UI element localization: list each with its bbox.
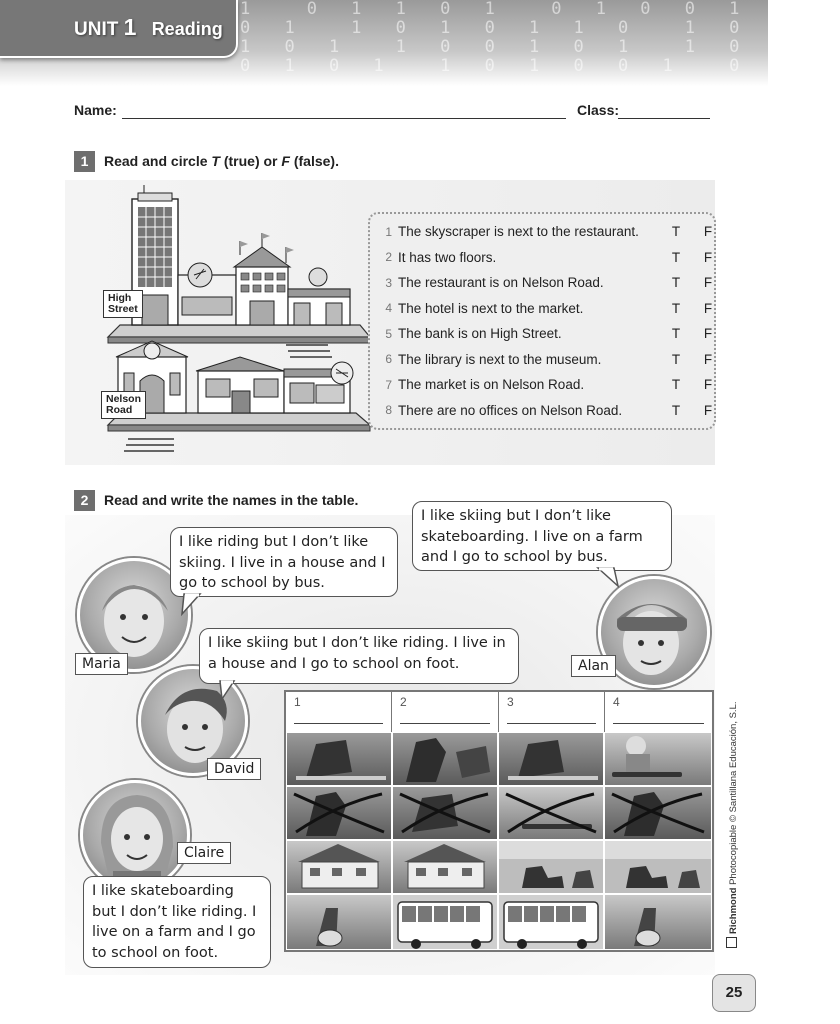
true-option[interactable]: T bbox=[671, 377, 681, 393]
activity-pictures-grid bbox=[286, 732, 712, 950]
statement-text: The restaurant is on Nelson Road. bbox=[398, 275, 604, 291]
horse-crossed-picture bbox=[287, 787, 391, 839]
statement-text: The library is next to the museum. bbox=[398, 351, 602, 367]
true-option[interactable]: T bbox=[671, 402, 681, 418]
answer-line[interactable] bbox=[613, 723, 704, 724]
statement-number: 1 bbox=[385, 224, 392, 239]
column-number: 4 bbox=[613, 695, 620, 709]
farm-picture bbox=[605, 841, 711, 893]
statement-text: The hotel is next to the market. bbox=[398, 300, 584, 316]
answer-line[interactable] bbox=[294, 723, 383, 724]
class-field[interactable] bbox=[618, 118, 710, 119]
statement-number: 6 bbox=[385, 352, 392, 367]
false-option[interactable]: F bbox=[703, 351, 713, 367]
statement-row bbox=[370, 245, 724, 271]
statement-row bbox=[370, 296, 724, 322]
statement-number: 3 bbox=[385, 275, 392, 290]
statement-number: 8 bbox=[385, 403, 392, 418]
claire-speech-bubble: I like skateboarding but I don’t like riding. I live on a farm and I go to school on foot. bbox=[83, 876, 271, 968]
binary-pattern: 1 0 1 1 0 1 0 1 0 0 1 1 0 0 1 1 0 1 0 1 1 0 1 0 1 0 1 0 1 1 0 0 1 0 1 1 0 1 1 0 1 0 1 1 0 1 0 0 1 0 1 0 bbox=[240, 0, 840, 76]
name-tag-alan: Alan bbox=[571, 655, 616, 677]
statement-row bbox=[370, 372, 724, 398]
walking-feet-picture bbox=[605, 895, 711, 949]
farm-picture bbox=[499, 841, 603, 893]
section-title: Reading bbox=[151, 19, 223, 39]
unit-number: 1 bbox=[123, 14, 137, 40]
title-part: Read and circle bbox=[104, 153, 212, 169]
unit-heading bbox=[74, 14, 223, 41]
true-option[interactable]: T bbox=[671, 326, 681, 342]
name-tag-david: David bbox=[207, 758, 261, 780]
class-label: Class: bbox=[577, 102, 620, 118]
column-1-header[interactable] bbox=[286, 692, 392, 732]
publisher-brand: Richmond bbox=[728, 887, 739, 934]
bus-picture bbox=[499, 895, 603, 949]
false-option[interactable]: F bbox=[703, 326, 713, 342]
statement-row bbox=[370, 270, 724, 296]
bus-picture bbox=[393, 895, 497, 949]
true-option[interactable]: T bbox=[671, 300, 681, 316]
sign-text: Road bbox=[106, 404, 133, 416]
true-option[interactable]: T bbox=[671, 351, 681, 367]
title-part: (true) or bbox=[219, 153, 282, 169]
ski-boot-picture bbox=[499, 733, 603, 785]
statement-number: 2 bbox=[385, 250, 392, 265]
column-number: 1 bbox=[294, 695, 301, 709]
column-2-header[interactable] bbox=[392, 692, 499, 732]
name-label: Name: bbox=[74, 102, 117, 118]
true-option[interactable]: T bbox=[671, 224, 681, 240]
false-option[interactable]: F bbox=[703, 402, 713, 418]
sign-high-street bbox=[103, 290, 143, 318]
statement-row bbox=[370, 321, 724, 347]
copyright-text: Photocopiable © Santillana Educación, S.L. bbox=[728, 701, 739, 888]
statement-text: The skyscraper is next to the restaurant. bbox=[398, 224, 639, 240]
photocopiable-notice bbox=[726, 702, 739, 949]
statement-row bbox=[370, 219, 724, 245]
statement-number: 7 bbox=[385, 377, 392, 392]
horse-picture bbox=[393, 733, 497, 785]
title-t: T bbox=[211, 153, 220, 169]
true-option[interactable]: T bbox=[671, 275, 681, 291]
name-tag-maria: Maria bbox=[75, 653, 128, 675]
names-table bbox=[284, 690, 714, 952]
bubble-tail bbox=[216, 681, 238, 701]
title-f: F bbox=[281, 153, 290, 169]
ski-boot-picture bbox=[287, 733, 391, 785]
statement-text: There are no offices on Nelson Road. bbox=[398, 402, 623, 418]
exercise-2-number: 2 bbox=[74, 490, 95, 511]
sign-nelson-road bbox=[101, 391, 146, 419]
statement-number: 5 bbox=[385, 326, 392, 341]
column-number: 3 bbox=[507, 695, 514, 709]
exercise-1-title bbox=[104, 153, 339, 169]
alan-speech-bubble: I like skiing but I don’t like skateboarding. I live on a farm and I go to school by bus. bbox=[412, 501, 672, 571]
statement-row bbox=[370, 398, 724, 424]
title-part: (false). bbox=[289, 153, 339, 169]
false-option[interactable]: F bbox=[703, 377, 713, 393]
maria-speech-bubble: I like riding but I don’t like skiing. I live in a house and I go to school by bus. bbox=[170, 527, 398, 597]
false-option[interactable]: F bbox=[703, 224, 713, 240]
sign-text: Street bbox=[108, 303, 138, 315]
column-3-header[interactable] bbox=[499, 692, 605, 732]
bubble-tail bbox=[596, 568, 620, 588]
page-number: 25 bbox=[712, 974, 756, 1012]
statement-row bbox=[370, 347, 724, 373]
house-picture bbox=[393, 841, 497, 893]
statement-text: The bank is on High Street. bbox=[398, 326, 562, 342]
statement-text: The market is on Nelson Road. bbox=[398, 377, 585, 393]
horse-crossed-picture bbox=[605, 787, 711, 839]
true-option[interactable]: T bbox=[671, 249, 681, 265]
david-speech-bubble: I like skiing but I don’t like riding. I live in a house and I go to school on foot. bbox=[199, 628, 519, 684]
statements-list bbox=[370, 219, 724, 423]
street-illustration bbox=[90, 185, 380, 465]
sign-text: Nelson bbox=[106, 393, 142, 405]
false-option[interactable]: F bbox=[703, 275, 713, 291]
statement-text: It has two floors. bbox=[398, 249, 497, 265]
unit-label: UNIT bbox=[74, 19, 119, 40]
richmond-logo-icon bbox=[726, 937, 737, 948]
bubble-tail bbox=[180, 594, 204, 616]
sign-text: High bbox=[108, 292, 132, 304]
name-tag-claire: Claire bbox=[177, 842, 231, 864]
claire-photo bbox=[80, 780, 190, 890]
answer-line[interactable] bbox=[400, 723, 490, 724]
skateboard-crossed-picture bbox=[499, 787, 603, 839]
column-number: 2 bbox=[400, 695, 407, 709]
skateboard-picture bbox=[605, 733, 711, 785]
exercise-1-number: 1 bbox=[74, 151, 95, 172]
house-picture bbox=[287, 841, 391, 893]
false-option[interactable]: F bbox=[703, 300, 713, 316]
column-4-header[interactable] bbox=[605, 692, 712, 732]
name-field[interactable] bbox=[122, 118, 566, 119]
exercise-2-title: Read and write the names in the table. bbox=[104, 492, 359, 508]
statement-number: 4 bbox=[385, 301, 392, 316]
walking-feet-picture bbox=[287, 895, 391, 949]
ski-boot-crossed-picture bbox=[393, 787, 497, 839]
false-option[interactable]: F bbox=[703, 249, 713, 265]
answer-line[interactable] bbox=[507, 723, 596, 724]
